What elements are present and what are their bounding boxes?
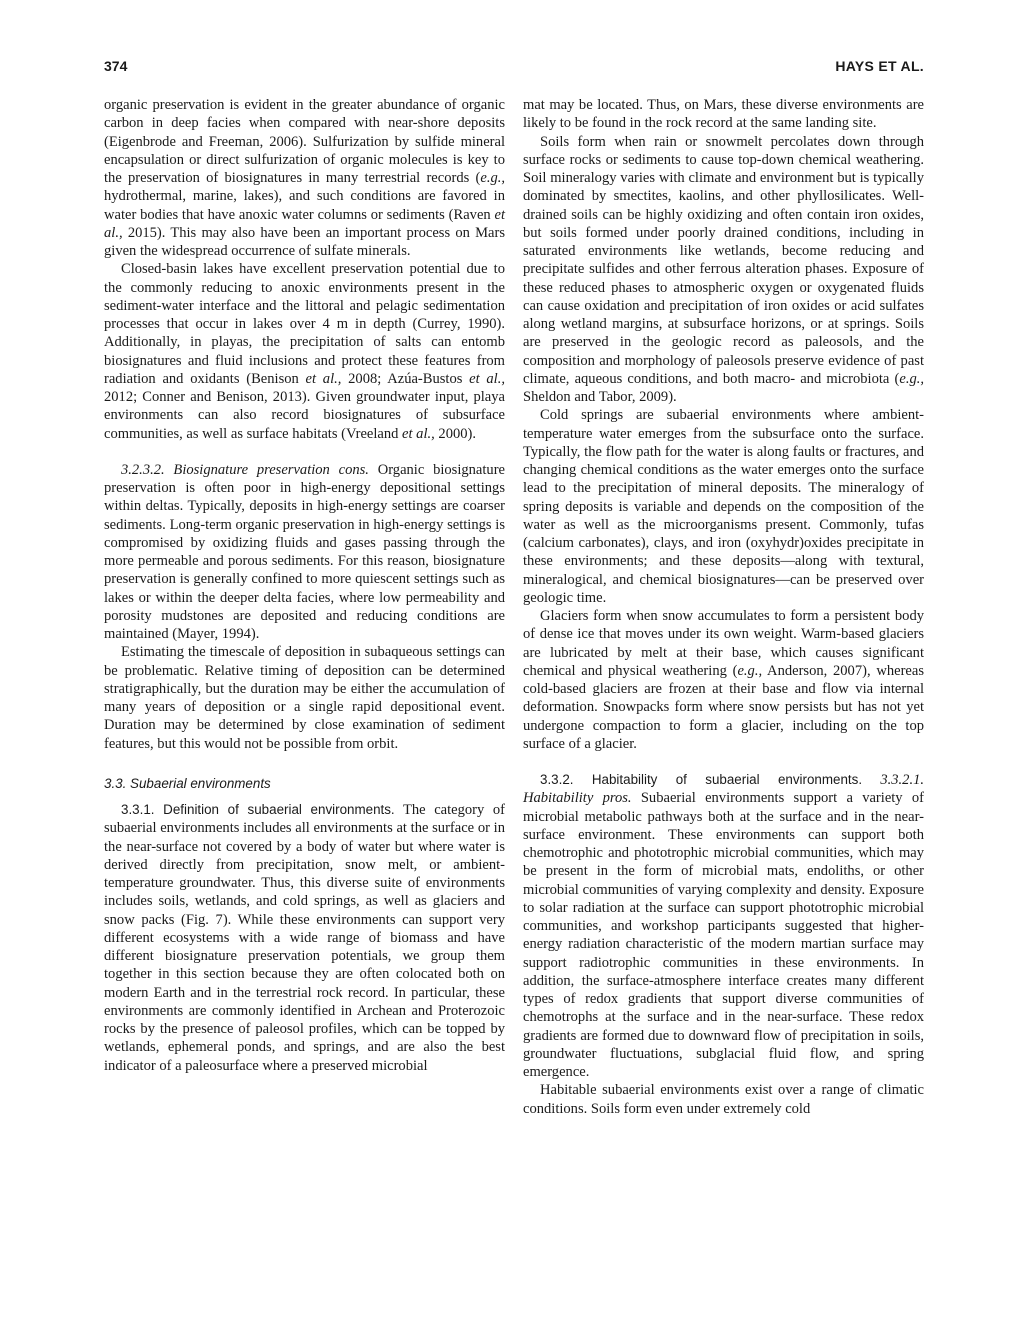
running-head: HAYS ET AL. [835, 58, 924, 74]
paragraph: Soils form when rain or snowmelt percolates down through surface rocks or sediments to cause top-down chemical weathering. Soil mineralogy varies with climate and environment but is typically dominated by smectites, kaolins, and other phyllosilicates. Well-drained soils can be highly oxidizing and often contain iron oxides, but soils formed under poorly drained conditions, including in saturated environments like wetlands, become reducing and precipitate sulfides and other ferrous alteration phases. Exposure of these reduced phases to atmospheric oxygen or oxygenated fluids can cause oxidation and precipitation of iron oxides or acid sulfates along wetland margins, at subsurface horizons, or at springs. Soils are preserved in the geologic record as paleosols, and the composition and morphology of paleosols preserve evidence of past climate, aqueous conditions, and both macro- and microbiota (e.g., Sheldon and Tabor, 2009). [523, 133, 924, 405]
paragraph: Cold springs are subaerial environments where ambient-temperature water emerges from the subsurface onto the surface. Typically, the flow path for the water is along faults or fractures, and changing chemical conditions as the water emerges onto the surface lead to the precipitation of mineral deposits. The mineralogy of spring deposits is variable and depends on the composition of the water as well as the microorganisms present. Commonly, tufas (calcium carbonates), clays, and iron (oxyhydr)oxides precipitate in these environments; and these deposits—along with textural, mineralogical, and chemical biosignatures—can be preserved over geologic time. [523, 407, 924, 606]
right-column [523, 96, 924, 1118]
paragraph: 3.3.1. Definition of subaerial environments. The category of subaerial environments includes all environments at the surface or in the near-surface not covered by a body of water but where water is derived directly from precipitation, snow melt, or ambient-temperature groundwater. Thus, this diverse suite of environments includes soils, wetlands, and cold springs, as well as glaciers and snow packs (Fig. 7). While these environments can support very different ecosystems with a wide range of biomass and have different biosignature preservation potentials, we group them together in this section because they are often colocated both on modern Earth and in the terrestrial rock record. In particular, these environments are commonly identified in Archean and Proterozoic rocks by the presence of paleosol profiles, which can be topped by wetlands, ephemeral ponds, and springs, and are also the best indicator of a paleosurface where a preserved microbial [104, 802, 505, 1074]
paragraph: Habitable subaerial environments exist over a range of climatic conditions. Soils form even under extremely cold [523, 1082, 924, 1117]
subsection-heading: 3.3.2. Habitability of subaerial environments. [540, 772, 863, 787]
paragraph: mat may be located. Thus, on Mars, these diverse environments are likely to be found in the rock record at the same landing site. [523, 97, 924, 132]
paragraph: 3.3.2. Habitability of subaerial environments. 3.3.2.1. Habitability pros. Subaerial environments support a variety of microbial metabolic pathways both at the surface and in the near-surface environment. These environments can support both chemotrophic and phototrophic microbial communities, which may be present in the form of microbial mats, endoliths, or other microbial communities of varying complexity and density. Exposure to solar radiation at the surface can support phototrophic microbial communities, and workshop participants suggested that higher-energy radiation characteristic of the modern martian surface may support radiotrophic communities in these environments. In addition, the surface-atmosphere interface creates many different types of redox gradients that support diverse communities of chemotrophs at the surface and in the near-surface. These redox gradients are formed due to downward flow of precipitation in soils, groundwater fluctuations, subglacial fluid flow, and spring emergence. [523, 772, 924, 1080]
paragraph: Glaciers form when snow accumulates to form a persistent body of dense ice that moves under its own weight. Warm-based glaciers are lubricated by melt at their base, which causes significant chemical and physical weathering (e.g., Anderson, 2007), whereas cold-based glaciers are frozen at their base and flow via internal deformation. Snowpacks form where snow persists but has not yet undergone compaction to form a glacier, including on the top surface of a glacier. [523, 608, 924, 752]
section-heading: 3.3. Subaerial environments [104, 775, 271, 791]
page-header [104, 58, 924, 78]
page-number: 374 [104, 58, 128, 74]
paragraph: Closed-basin lakes have excellent preservation potential due to the commonly reducing to anoxic environments present in the sediment-water interface and the littoral and pelagic sedimentation processes that occur in lakes over 4 m in depth (Currey, 1990). Additionally, in playas, the precipitation of salts can entomb biosignatures and fluid inclusions and protect these features from radiation and oxidants (Benison et al., 2008; Azúa-Bustos et al., 2012; Conner and Benison, 2013). Given groundwater input, playa environments can also record biosignatures of subsurface communities, as well as surface habitats (Vreeland et al., 2000). [104, 261, 505, 442]
paragraph: 3.2.3.2. Biosignature preservation cons. Organic biosignature preservation is often poor in high-energy depositional settings within deltas. Typically, deposits in high-energy settings are coarser sediments. Long-term organic preservation in high-energy settings is compromised by oxidizing fluids and gases passing through the more permeable and porous sediments. For this reason, biosignature preservation is generally confined to more quiescent settings such as lakes or within the deeper delta facies, where low permeability and porosity mudstones are deposited and reducing conditions are maintained (Mayer, 1994). [104, 461, 505, 642]
paragraph: Estimating the timescale of deposition in subaqueous settings can be problematic. Relative timing of deposition can be determined stratigraphically, but the duration may be either the accumulation of many years of deposition or a single rapid depositional event. Duration may be determined by close examination of sediment features, but this would not be possible from orbit. [104, 644, 505, 752]
left-column [104, 96, 505, 1075]
subsection-heading: 3.2.3.2. Biosignature preservation cons. [121, 461, 369, 478]
subsubsection-heading: 3.3.2.1. Habitability pros. [523, 772, 924, 807]
paragraph: organic preservation is evident in the greater abundance of organic carbon in deep facies when compared with near-shore deposits (Eigenbrode and Freeman, 2006). Sulfurization by sulfide mineral encapsulation or direct sulfurization of organic molecules is key to the preservation of biosignatures in many terrestrial records (e.g., hydrothermal, marine, lakes), and such conditions are favored in water bodies that have anoxic water columns or sediments (Raven et al., 2015). This may also have been an important process on Mars given the widespread occurrence of sulfate minerals. [104, 97, 505, 259]
subsection-heading: 3.3.1. Definition of subaerial environments. [121, 802, 395, 817]
